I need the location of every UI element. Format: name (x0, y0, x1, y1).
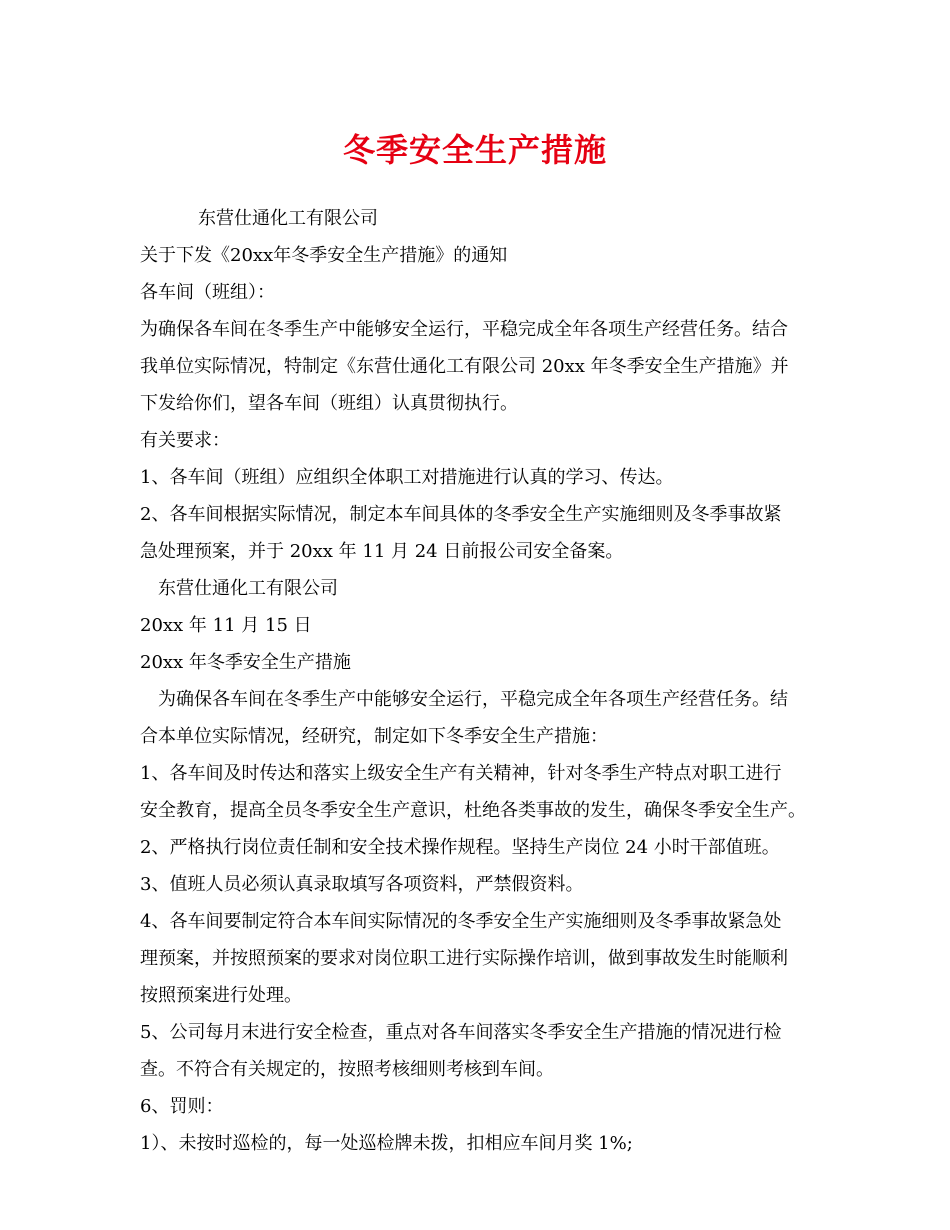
text-line: 急处理预案，并于 20xx 年 11 月 24 日前报公司安全备案。 (140, 541, 624, 562)
document-title: 冬季安全生产措施 (342, 131, 607, 169)
text-line: 1）、未按时巡检的，每一处巡检牌未拨，扣相应车间月奖 1%; (140, 1133, 633, 1154)
text-line: 为确保各车间在冬季生产中能够安全运行，平稳完成全年各项生产经营任务。结合 (140, 319, 788, 340)
text-line: 我单位实际情况，特制定《东营仕通化工有限公司 20xx 年冬季安全生产措施》并 (140, 356, 789, 377)
text-line: 6、罚则： (140, 1096, 224, 1117)
signature-company: 东营仕通化工有限公司 (158, 578, 338, 599)
text-line: 查。不符合有关规定的，按照考核细则考核到车间。 (140, 1059, 554, 1080)
text-line: 2、严格执行岗位责任制和安全技术操作规程。坚持生产岗位 24 小时干部值班。 (140, 837, 780, 858)
text-line: 2、各车间根据实际情况，制定本车间具体的冬季安全生产实施细则及冬季事故紧 (140, 504, 782, 525)
section-title: 20xx 年冬季安全生产措施 (140, 652, 351, 673)
text-line: 3、值班人员必须认真录取填写各项资料，严禁假资料。 (140, 874, 584, 895)
text-line: 5、公司每月末进行安全检查，重点对各车间落实冬季安全生产措施的情况进行检 (140, 1022, 782, 1043)
requirements-heading: 有关要求： (140, 430, 230, 451)
text-line: 为确保各车间在冬季生产中能够安全运行，平稳完成全年各项生产经营任务。结 (158, 689, 788, 710)
company-header: 东营仕通化工有限公司 (198, 208, 378, 229)
text-line: 1、各车间（班组）应组织全体职工对措施进行认真的学习、传达。 (140, 467, 674, 488)
text-line: 按照预案进行处理。 (140, 985, 302, 1006)
text-line: 安全教育，提高全员冬季安全生产意识，杜绝各类事故的发生，确保冬季安全生产。 (140, 800, 806, 821)
salutation: 各车间（班组）： (140, 282, 275, 303)
notice-title: 关于下发《20xx年冬季安全生产措施》的通知 (140, 245, 508, 266)
document-body (140, 200, 820, 1162)
signature-date: 20xx 年 11 月 15 日 (140, 615, 312, 636)
text-line: 理预案，并按照预案的要求对岗位职工进行实际操作培训，做到事故发生时能顺利 (140, 948, 788, 969)
text-line: 合本单位实际情况，经研究，制定如下冬季安全生产措施： (140, 726, 608, 747)
text-line: 1、各车间及时传达和落实上级安全生产有关精神，针对冬季生产特点对职工进行 (140, 763, 782, 784)
text-line: 下发给你们，望各车间（班组）认真贯彻执行。 (140, 393, 518, 414)
text-line: 4、各车间要制定符合本车间实际情况的冬季安全生产实施细则及冬季事故紧急处 (140, 911, 782, 932)
